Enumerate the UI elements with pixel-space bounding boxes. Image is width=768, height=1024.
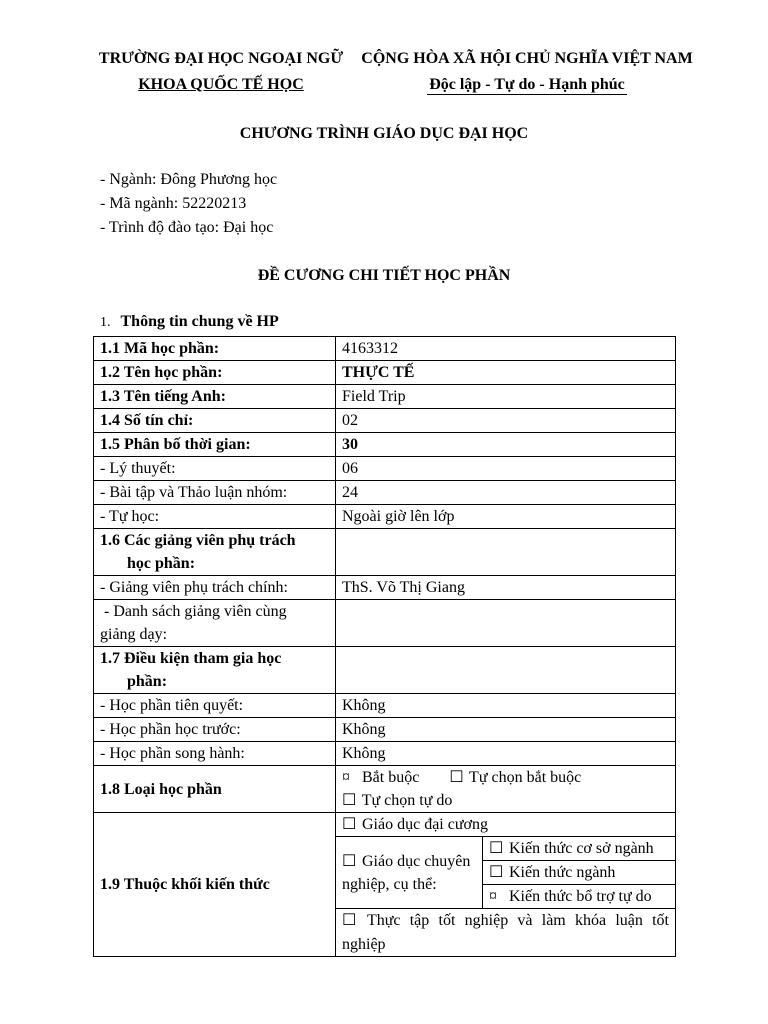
checkbox-icon: ☐: [489, 864, 504, 881]
prerequisites-heading: [94, 647, 336, 694]
table-row: [94, 647, 676, 694]
lecturers-heading: [94, 529, 336, 576]
checkbox-icon: ☐: [449, 769, 464, 786]
table-row: [94, 385, 676, 409]
main-lecturer-label: - Giảng viên phụ trách chính:: [94, 576, 336, 600]
national-motto: [360, 76, 694, 94]
meta-level: - Trình độ đào tạo: Đại học: [100, 219, 274, 236]
exercise-label: - Bài tập và Thảo luận nhóm:: [94, 481, 336, 505]
table-row: [94, 600, 676, 647]
self-study-label: - Tự học:: [94, 505, 336, 529]
lecturers-heading-line2: học phần:: [127, 555, 196, 572]
course-type-options: [336, 766, 676, 813]
prior-label: - Học phần học trước:: [94, 718, 336, 742]
co-lecturers-label-line1: - Danh sách giảng viên cùng: [100, 603, 287, 620]
table-row: [94, 481, 676, 505]
professional-education-cell: [336, 837, 483, 909]
option-free-elective: Tự chọn tự do: [361, 792, 453, 809]
knowledge-block-label: 1.9 Thuộc khối kiến thức: [94, 813, 336, 957]
section-title: Thông tin chung về HP: [120, 313, 279, 330]
faculty-name: [90, 76, 352, 94]
table-row: [94, 576, 676, 600]
republic-name: CỘNG HÒA XÃ HỘI CHỦ NGHĨA VIỆT NAM: [361, 50, 693, 67]
table-row: [94, 505, 676, 529]
theory-value: 06: [336, 457, 676, 481]
course-name-value: THỰC TẾ: [336, 361, 676, 385]
parallel-label: - Học phần song hành:: [94, 742, 336, 766]
course-type-line2: [342, 789, 669, 812]
parallel-value: Không: [336, 742, 676, 766]
co-lecturers-value: [336, 600, 676, 647]
table-row: [94, 433, 676, 457]
co-lecturers-label-line2: giảng dạy:: [100, 626, 168, 643]
course-code-label: 1.1 Mã học phần:: [94, 337, 336, 361]
selected-marker-icon: ¤: [489, 888, 497, 905]
course-info-table: [93, 336, 676, 957]
supplementary-knowledge-cell: [483, 885, 676, 909]
self-study-value: Ngoài giờ lên lớp: [336, 505, 676, 529]
credits-value: 02: [336, 409, 676, 433]
professional-education-line1: [342, 850, 476, 873]
general-education-cell: [336, 813, 676, 837]
internship-cell: [336, 909, 676, 957]
major-knowledge-label: Kiến thức ngành: [509, 864, 616, 881]
table-row: [94, 742, 676, 766]
english-name-value: Field Trip: [336, 385, 676, 409]
option-elective-compulsory: Tự chọn bắt buộc: [469, 769, 582, 786]
checkbox-icon: ☐: [342, 912, 357, 929]
section-number: 1.: [100, 315, 111, 330]
university-name: TRƯỜNG ĐẠI HỌC NGOẠI NGỮ: [98, 50, 344, 67]
checkbox-icon: ☐: [342, 792, 357, 809]
checkbox-icon: ☐: [489, 840, 504, 857]
table-row: [94, 337, 676, 361]
course-name-label: 1.2 Tên học phần:: [94, 361, 336, 385]
table-row: [94, 361, 676, 385]
professional-education-line2: nghiệp, cụ thể:: [342, 875, 437, 893]
prior-value: Không: [336, 718, 676, 742]
theory-label: - Lý thuyết:: [94, 457, 336, 481]
prerequisites-heading-line1: 1.7 Điều kiện tham gia học: [100, 650, 282, 667]
time-allocation-value: 30: [336, 433, 676, 457]
course-type-label: 1.8 Loại học phần: [94, 766, 336, 813]
section-heading: [100, 313, 279, 331]
prereq-label: - Học phần tiên quyết:: [94, 694, 336, 718]
checkbox-icon: ☐: [342, 816, 357, 833]
option-compulsory: Bắt buộc: [362, 769, 420, 786]
table-row: [94, 409, 676, 433]
checkbox-icon: ☐: [342, 852, 357, 870]
co-lecturers-label: [94, 600, 336, 647]
table-row: [94, 529, 676, 576]
outline-title: ĐỀ CƯƠNG CHI TIẾT HỌC PHẦN: [257, 267, 511, 284]
english-name-label: 1.3 Tên tiếng Anh:: [94, 385, 336, 409]
prerequisites-heading-value: [336, 647, 676, 694]
national-motto-text: Độc lập - Tự do - Hạnh phúc: [429, 76, 625, 93]
prerequisites-heading-line2: phần:: [127, 673, 168, 690]
selected-marker-icon: ¤: [342, 769, 350, 786]
foundation-knowledge-cell: [483, 837, 676, 861]
professional-education-label: Giáo dục chuyên: [362, 852, 471, 870]
major-knowledge-cell: [483, 861, 676, 885]
exercise-value: 24: [336, 481, 676, 505]
meta-code: - Mã ngành: 52220213: [100, 195, 247, 212]
table-row: [94, 718, 676, 742]
meta-major: - Ngành: Đông Phương học: [100, 171, 278, 188]
lecturers-heading-line1: 1.6 Các giảng viên phụ trách: [100, 532, 296, 549]
general-education-label: Giáo dục đại cương: [362, 816, 488, 833]
time-allocation-label: 1.5 Phân bố thời gian:: [94, 433, 336, 457]
table-row: [94, 813, 676, 837]
lecturers-heading-value: [336, 529, 676, 576]
main-lecturer-value: ThS. Võ Thị Giang: [336, 576, 676, 600]
supplementary-knowledge-label: Kiến thức bổ trợ tự do: [509, 888, 652, 905]
internship-label: Thực tập tốt nghiệp và làm khóa luận tốt nghiệp: [342, 912, 669, 953]
prereq-value: Không: [336, 694, 676, 718]
table-row: [94, 694, 676, 718]
course-type-line1: [342, 766, 669, 789]
faculty-name-text: KHOA QUỐC TẾ HỌC: [138, 76, 304, 93]
credits-label: 1.4 Số tín chỉ:: [94, 409, 336, 433]
program-title: CHƯƠNG TRÌNH GIÁO DỤC ĐẠI HỌC: [239, 125, 529, 142]
table-row: [94, 457, 676, 481]
course-code-value: 4163312: [336, 337, 676, 361]
table-row: [94, 766, 676, 813]
foundation-knowledge-label: Kiến thức cơ sở ngành: [509, 840, 654, 857]
